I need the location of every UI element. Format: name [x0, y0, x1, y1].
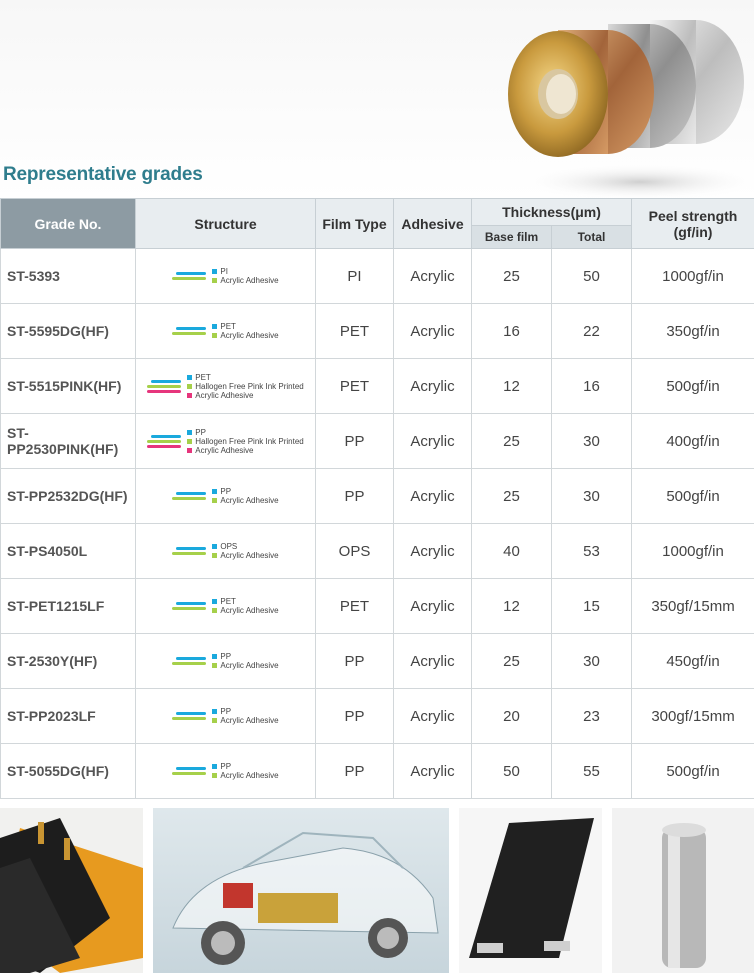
- film-type-cell: PP: [316, 469, 394, 524]
- total-cell: 23: [552, 689, 632, 744]
- grade-no-cell: ST-PP2530PINK(HF): [1, 414, 136, 469]
- base-film-cell: 25: [472, 469, 552, 524]
- layer-legend: [212, 487, 278, 505]
- layer-legend-label: Acrylic Adhesive: [195, 390, 254, 400]
- base-film-cell: 16: [472, 304, 552, 359]
- legend-swatch-icon: [212, 498, 217, 503]
- layer-stack-icon: [172, 657, 206, 665]
- total-cell: 30: [552, 634, 632, 689]
- base-film-cell: 40: [472, 524, 552, 579]
- structure-diagram: [136, 579, 315, 633]
- layer-legend-item: [212, 661, 278, 670]
- table-row: [1, 469, 754, 524]
- adhesive-cell: Acrylic: [394, 634, 472, 689]
- legend-swatch-icon: [212, 489, 217, 494]
- legend-swatch-icon: [187, 439, 192, 444]
- peel-strength-cell: 1000gf/in: [632, 249, 754, 304]
- layer-legend-label: PP: [220, 487, 232, 496]
- legend-swatch-icon: [212, 544, 217, 549]
- tape-rolls-image: [500, 12, 754, 200]
- adhesive-cell: Acrylic: [394, 524, 472, 579]
- layer-legend-item: [212, 762, 278, 771]
- layer-legend-item: [187, 391, 304, 400]
- structure-cell: [136, 249, 316, 304]
- peel-strength-cell: 450gf/in: [632, 634, 754, 689]
- structure-diagram: [136, 304, 315, 358]
- structure-diagram: [136, 469, 315, 523]
- layer-legend-item: [187, 373, 304, 382]
- header-peel-strength: [632, 199, 754, 249]
- total-cell: 22: [552, 304, 632, 359]
- layer-legend-item: [212, 542, 278, 551]
- adhesive-cell: Acrylic: [394, 579, 472, 634]
- legend-swatch-icon: [212, 269, 217, 274]
- legend-swatch-icon: [187, 393, 192, 398]
- adhesive-cell: Acrylic: [394, 304, 472, 359]
- structure-diagram: [136, 689, 315, 743]
- total-cell: 55: [552, 744, 632, 799]
- peel-strength-label: Peel strength: [648, 207, 738, 224]
- peel-strength-cell: 350gf/15mm: [632, 579, 754, 634]
- total-cell: 50: [552, 249, 632, 304]
- layer-stack-icon: [147, 435, 181, 448]
- layer-legend-item: [212, 606, 278, 615]
- layer-legend-item: [212, 551, 278, 560]
- layer-legend-label: PP: [220, 652, 232, 661]
- grade-no-cell: ST-PS4050L: [1, 524, 136, 579]
- layer-legend-label: PP: [220, 707, 232, 716]
- cylindrical-battery-photo: [612, 808, 754, 973]
- layer-legend-label: PET: [195, 372, 211, 382]
- film-type-cell: OPS: [316, 524, 394, 579]
- layer-legend-label: Acrylic Adhesive: [220, 771, 279, 780]
- layer-legend-item: [212, 771, 278, 780]
- header-grade-no: Grade No.: [1, 199, 136, 249]
- table-row: [1, 744, 754, 799]
- adhesive-cell: Acrylic: [394, 744, 472, 799]
- legend-swatch-icon: [212, 663, 217, 668]
- peel-strength-cell: 500gf/in: [632, 469, 754, 524]
- layer-legend-label: PP: [220, 762, 232, 771]
- layer-legend-item: [212, 496, 278, 505]
- table-row: [1, 249, 754, 304]
- layer-legend-item: [212, 652, 278, 661]
- base-film-cell: 50: [472, 744, 552, 799]
- layer-stack-icon: [172, 712, 206, 720]
- layer-legend-label: PI: [220, 267, 228, 276]
- structure-diagram: [136, 524, 315, 578]
- layer-legend: [212, 652, 278, 670]
- layer-legend-label: Acrylic Adhesive: [220, 716, 279, 725]
- legend-swatch-icon: [187, 375, 192, 380]
- film-type-cell: PET: [316, 579, 394, 634]
- layer-stack-icon: [172, 767, 206, 775]
- structure-cell: [136, 524, 316, 579]
- layer-legend-label: Acrylic Adhesive: [220, 551, 279, 560]
- header-adhesive: Adhesive: [394, 199, 472, 249]
- grade-no-cell: ST-5055DG(HF): [1, 744, 136, 799]
- layer-legend-label: Acrylic Adhesive: [220, 661, 279, 670]
- adhesive-cell: Acrylic: [394, 414, 472, 469]
- total-cell: 16: [552, 359, 632, 414]
- structure-cell: [136, 689, 316, 744]
- peel-strength-cell: 500gf/in: [632, 359, 754, 414]
- layer-legend-label: Hallogen Free Pink Ink Printed: [195, 381, 304, 391]
- layer-legend: [212, 542, 278, 560]
- total-cell: 30: [552, 469, 632, 524]
- base-film-cell: 20: [472, 689, 552, 744]
- layer-legend-item: [187, 446, 304, 455]
- legend-swatch-icon: [212, 718, 217, 723]
- base-film-cell: 25: [472, 249, 552, 304]
- film-type-cell: PET: [316, 359, 394, 414]
- legend-swatch-icon: [212, 599, 217, 604]
- table-row: [1, 689, 754, 744]
- structure-cell: [136, 359, 316, 414]
- structure-diagram: [136, 414, 315, 468]
- grade-no-cell: ST-2530Y(HF): [1, 634, 136, 689]
- structure-cell: [136, 744, 316, 799]
- layer-stack-icon: [147, 380, 181, 393]
- layer-legend-label: Acrylic Adhesive: [220, 496, 279, 505]
- film-type-cell: PP: [316, 744, 394, 799]
- header-thickness: Thickness(μm): [472, 199, 632, 226]
- grade-no-cell: ST-PP2023LF: [1, 689, 136, 744]
- legend-swatch-icon: [212, 764, 217, 769]
- layer-legend-item: [212, 716, 278, 725]
- grade-no-cell: ST-5595DG(HF): [1, 304, 136, 359]
- header-film-type: Film Type: [316, 199, 394, 249]
- legend-swatch-icon: [212, 324, 217, 329]
- base-film-cell: 25: [472, 414, 552, 469]
- legend-swatch-icon: [212, 278, 217, 283]
- layer-legend-label: Acrylic Adhesive: [220, 331, 279, 340]
- adhesive-cell: Acrylic: [394, 689, 472, 744]
- layer-legend-label: OPS: [220, 542, 238, 551]
- layer-stack-icon: [172, 272, 206, 280]
- layer-legend-item: [212, 276, 278, 285]
- base-film-cell: 12: [472, 359, 552, 414]
- layer-legend-item: [187, 428, 304, 437]
- layer-legend-item: [212, 707, 278, 716]
- total-cell: 30: [552, 414, 632, 469]
- layer-legend: [212, 322, 278, 340]
- layer-legend-label: Acrylic Adhesive: [195, 445, 254, 455]
- layer-legend: [212, 267, 278, 285]
- legend-swatch-icon: [212, 654, 217, 659]
- layer-legend-label: Acrylic Adhesive: [220, 276, 279, 285]
- flexible-circuit-photo: [0, 808, 143, 973]
- grade-no-cell: ST-5393: [1, 249, 136, 304]
- table-row: [1, 524, 754, 579]
- peel-strength-unit: (gf/in): [673, 223, 713, 240]
- structure-diagram: [136, 744, 315, 798]
- legend-swatch-icon: [187, 384, 192, 389]
- layer-legend-label: PET: [220, 597, 236, 606]
- section-title: Representative grades: [3, 164, 203, 185]
- adhesive-cell: Acrylic: [394, 249, 472, 304]
- table-row: [1, 359, 754, 414]
- legend-swatch-icon: [212, 553, 217, 558]
- legend-swatch-icon: [187, 448, 192, 453]
- base-film-cell: 12: [472, 579, 552, 634]
- peel-strength-cell: 400gf/in: [632, 414, 754, 469]
- peel-strength-cell: 1000gf/in: [632, 524, 754, 579]
- film-type-cell: PP: [316, 634, 394, 689]
- film-type-cell: PP: [316, 689, 394, 744]
- legend-swatch-icon: [212, 773, 217, 778]
- structure-cell: [136, 579, 316, 634]
- total-cell: 15: [552, 579, 632, 634]
- layer-legend-item: [187, 437, 304, 446]
- structure-diagram: [136, 359, 315, 413]
- layer-legend-item: [187, 382, 304, 391]
- header-structure: Structure: [136, 199, 316, 249]
- total-cell: 53: [552, 524, 632, 579]
- layer-legend: [212, 707, 278, 725]
- base-film-cell: 25: [472, 634, 552, 689]
- adhesive-cell: Acrylic: [394, 359, 472, 414]
- header-total: Total: [552, 226, 632, 249]
- layer-legend-label: PP: [195, 427, 206, 437]
- structure-diagram: [136, 249, 315, 303]
- layer-legend-label: Hallogen Free Pink Ink Printed: [195, 436, 304, 446]
- layer-stack-icon: [172, 327, 206, 335]
- film-type-cell: PI: [316, 249, 394, 304]
- grade-no-cell: ST-PP2532DG(HF): [1, 469, 136, 524]
- car-xray-photo: [153, 808, 449, 973]
- legend-swatch-icon: [212, 333, 217, 338]
- film-type-cell: PP: [316, 414, 394, 469]
- peel-strength-cell: 300gf/15mm: [632, 689, 754, 744]
- structure-diagram: [136, 634, 315, 688]
- layer-stack-icon: [172, 492, 206, 500]
- layer-legend: [187, 373, 304, 400]
- grade-no-cell: ST-5515PINK(HF): [1, 359, 136, 414]
- film-type-cell: PET: [316, 304, 394, 359]
- structure-cell: [136, 414, 316, 469]
- structure-cell: [136, 469, 316, 524]
- peel-strength-cell: 350gf/in: [632, 304, 754, 359]
- peel-strength-cell: 500gf/in: [632, 744, 754, 799]
- legend-swatch-icon: [212, 709, 217, 714]
- table-row: [1, 304, 754, 359]
- layer-legend: [212, 762, 278, 780]
- legend-swatch-icon: [187, 430, 192, 435]
- table-row: [1, 634, 754, 689]
- layer-legend-item: [212, 331, 278, 340]
- adhesive-cell: Acrylic: [394, 469, 472, 524]
- table-row: [1, 579, 754, 634]
- structure-cell: [136, 634, 316, 689]
- layer-legend-label: PET: [220, 322, 236, 331]
- layer-legend-item: [212, 267, 278, 276]
- layer-stack-icon: [172, 547, 206, 555]
- layer-legend-label: Acrylic Adhesive: [220, 606, 279, 615]
- layer-legend-item: [212, 597, 278, 606]
- structure-cell: [136, 304, 316, 359]
- battery-pouch-photo: [459, 808, 602, 973]
- layer-stack-icon: [172, 602, 206, 610]
- layer-legend: [212, 597, 278, 615]
- grades-table: [0, 198, 754, 799]
- legend-swatch-icon: [212, 608, 217, 613]
- header-base-film: Base film: [472, 226, 552, 249]
- grade-no-cell: ST-PET1215LF: [1, 579, 136, 634]
- layer-legend-item: [212, 322, 278, 331]
- table-row: [1, 414, 754, 469]
- layer-legend-item: [212, 487, 278, 496]
- layer-legend: [187, 428, 304, 455]
